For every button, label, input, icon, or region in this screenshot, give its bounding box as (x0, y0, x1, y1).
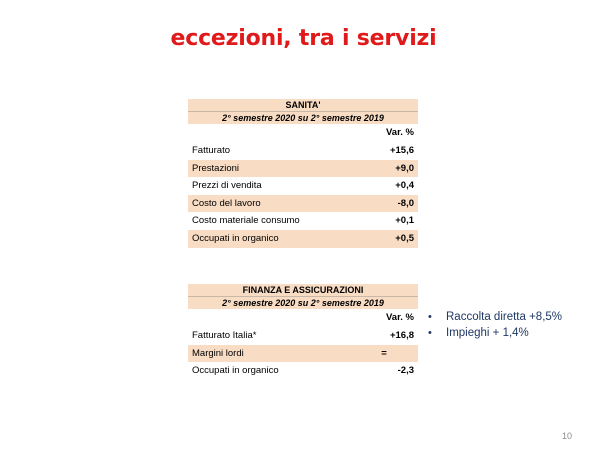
row-value: +16,8 (350, 327, 418, 345)
table-row (188, 327, 418, 345)
table-row (188, 160, 418, 178)
table-row (188, 212, 418, 230)
row-value: +15,6 (350, 142, 418, 160)
table-row (188, 230, 418, 248)
table-row (188, 362, 418, 380)
row-label: Prezzi di vendita (188, 177, 350, 195)
table-period-row (188, 297, 418, 310)
row-label: Fatturato Italia* (188, 327, 350, 345)
table-row (188, 195, 418, 213)
table-row (188, 177, 418, 195)
row-value: -2,3 (350, 362, 418, 380)
row-value: +9,0 (350, 160, 418, 178)
bullet-list (424, 309, 562, 341)
slide-title: eccezioni, tra i servizi (170, 26, 437, 51)
finanza-table (188, 284, 418, 380)
table-row (188, 142, 418, 160)
bullet-text: Raccolta diretta +8,5% (446, 311, 563, 323)
table-title-row (188, 284, 418, 297)
row-value: -8,0 (350, 195, 418, 213)
table-title-row (188, 99, 418, 112)
table-period-row (188, 112, 418, 125)
sanita-value-header: Var. % (350, 124, 418, 142)
row-label: Occupati in organico (188, 362, 350, 380)
sanita-table (188, 99, 418, 248)
bullet-marker: • (428, 311, 432, 323)
row-label: Occupati in organico (188, 230, 350, 248)
table-row (188, 345, 418, 363)
row-value: +0,1 (350, 212, 418, 230)
bullet-marker: • (428, 327, 432, 339)
bullet-text: Impieghi + 1,4% (446, 327, 529, 339)
row-label: Fatturato (188, 142, 350, 160)
row-label: Margini lordi (188, 345, 350, 363)
row-value: +0,4 (350, 177, 418, 195)
table-header-blank (188, 124, 350, 142)
finanza-table-period: 2° semestre 2020 su 2° semestre 2019 (188, 297, 418, 310)
row-value: = (350, 345, 418, 363)
list-item (424, 325, 562, 341)
table-header-row (188, 124, 418, 142)
table-header-row (188, 309, 418, 327)
list-item (424, 309, 562, 325)
table-header-blank (188, 309, 350, 327)
page-number: 10 (562, 431, 573, 441)
row-value: +0,5 (350, 230, 418, 248)
finanza-value-header: Var. % (350, 309, 418, 327)
finanza-table-title: FINANZA E ASSICURAZIONI (188, 284, 418, 297)
row-label: Costo del lavoro (188, 195, 350, 213)
sanita-table-title: SANITA' (188, 99, 418, 112)
sanita-table-period: 2° semestre 2020 su 2° semestre 2019 (188, 112, 418, 125)
row-label: Prestazioni (188, 160, 350, 178)
row-label: Costo materiale consumo (188, 212, 350, 230)
